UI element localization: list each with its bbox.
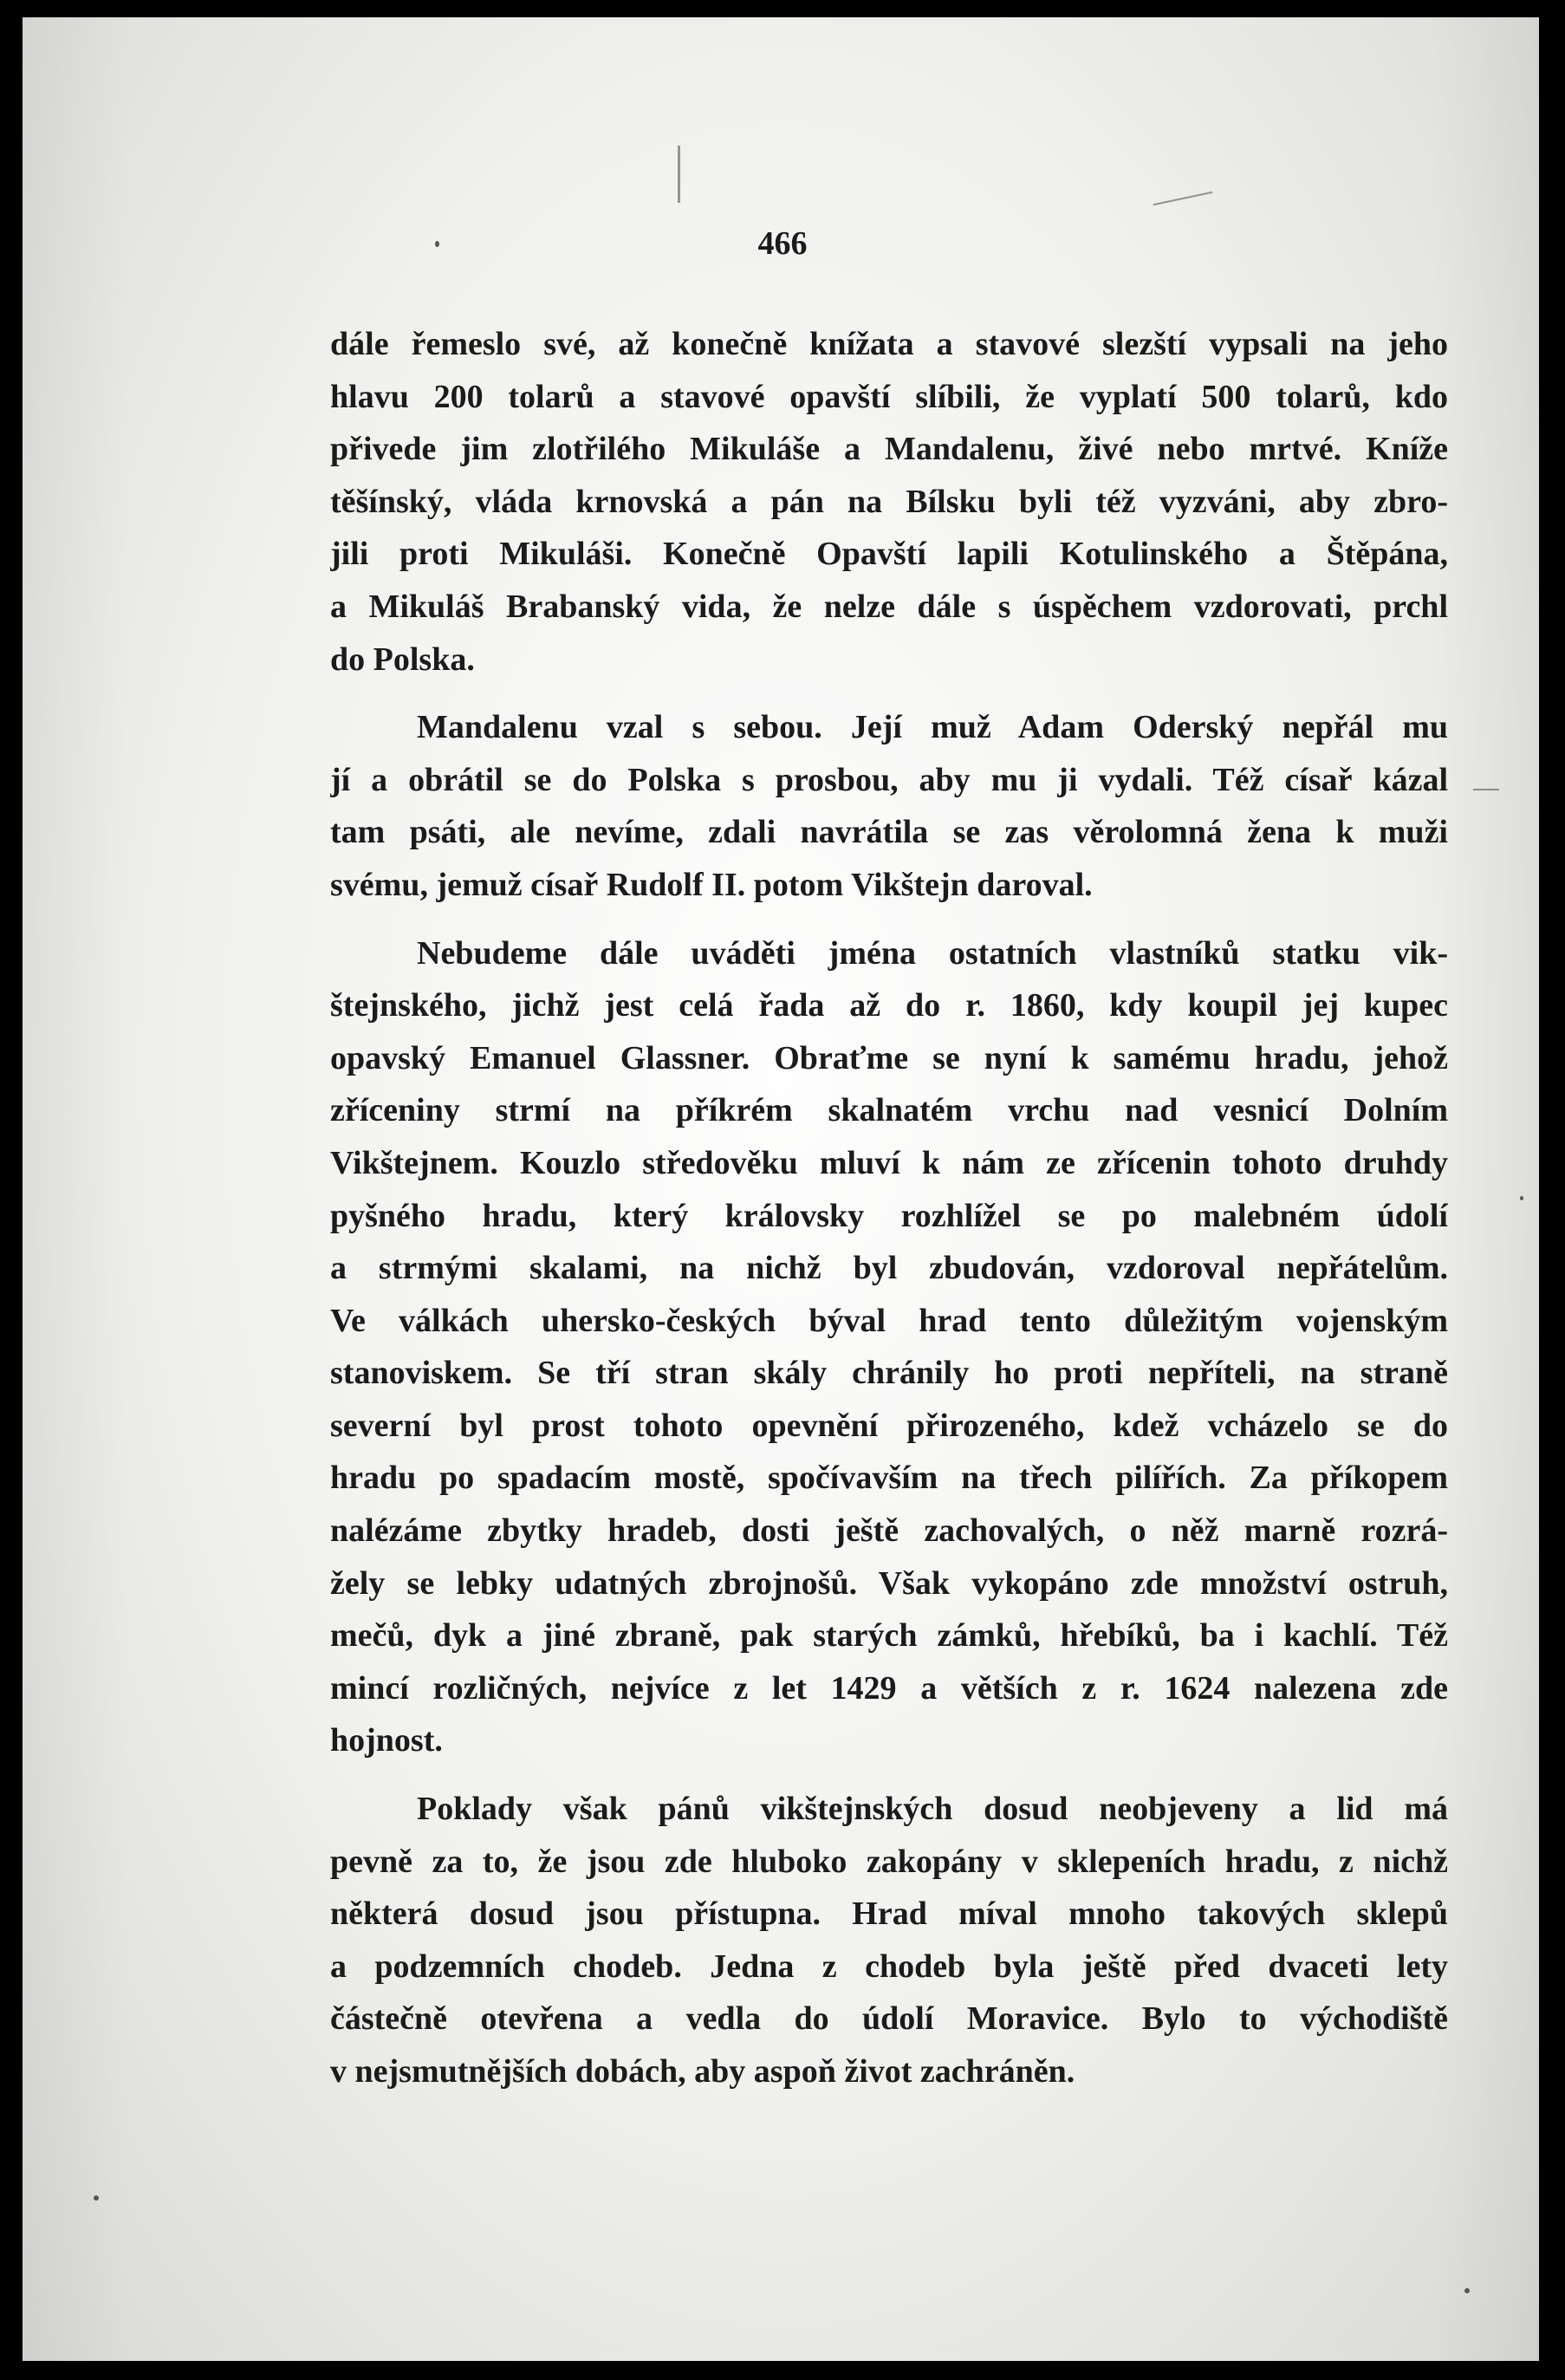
scan-speck bbox=[94, 2195, 99, 2201]
text-line: mincí rozličných, nejvíce z let 1429 a větších z r. 1624 nalezena zde bbox=[330, 1669, 1448, 1707]
text-line: žely se lebky udatných zbrojnošů. Však vykopáno zde množství ostruh, bbox=[330, 1564, 1448, 1602]
text-line: přivede jim zlotřilého Mikuláše a Mandalenu, živé nebo mrtvé. Kníže bbox=[330, 431, 1448, 468]
body-text bbox=[330, 318, 1448, 2098]
scan-speck bbox=[1464, 2288, 1470, 2293]
text-line: jí a obrátil se do Polska s prosbou, aby mu ji vydali. Též císař kázal bbox=[330, 761, 1448, 798]
text-line: pevně za to, že jsou zde hluboko zakopány v sklepeních hradu, z nichž bbox=[330, 1843, 1448, 1880]
text-line: do Polska. bbox=[330, 641, 475, 678]
text-line: jili proti Mikuláši. Konečně Opavští lapili Kotulinského a Štěpána, bbox=[330, 536, 1448, 573]
text-line: Ve válkách uhersko-českých býval hrad tento důležitým vojenským bbox=[330, 1302, 1448, 1339]
scan-scratch bbox=[1473, 789, 1499, 790]
text-line: tam psáti, ale nevíme, zdali navrátila se zas věrolomná žena k muži bbox=[330, 814, 1448, 851]
text-line: některá dosud jsou přístupna. Hrad míval mnoho takových sklepů bbox=[330, 1896, 1448, 1933]
text-line: Vikštejnem. Kouzlo středověku mluví k nám ze zřícenin tohoto druhdy bbox=[330, 1144, 1448, 1181]
paragraph-4 bbox=[330, 1783, 1448, 2098]
text-line: a strmými skalami, na nichž byl zbudován, vzdoroval nepřátelům. bbox=[330, 1250, 1448, 1287]
text-line: pyšného hradu, který královsky rozhlížel se po malebném údolí bbox=[330, 1197, 1448, 1234]
text-line: těšínský, vláda krnovská a pán na Bílsku byli též vyzváni, aby zbro- bbox=[330, 483, 1448, 520]
scan-speck bbox=[435, 241, 439, 247]
text-line: hlavu 200 tolarů a stavové opavští slíbili, že vyplatí 500 tolarů, kdo bbox=[330, 378, 1448, 415]
page-number: 466 bbox=[757, 225, 808, 262]
text-line: svému, jemuž císař Rudolf II. potom Vikštejn daroval. bbox=[330, 866, 1093, 903]
text-line: a Mikuláš Brabanský vida, že nelze dále s úspěchem vzdorovati, prchl bbox=[330, 588, 1448, 625]
text-line: částečně otevřena a vedla do údolí Moravice. Bylo to východiště bbox=[330, 2000, 1448, 2038]
text-line: dále řemeslo své, až konečně knížata a stavové slezští vypsali na jeho bbox=[330, 326, 1448, 362]
text-line: štejnského, jichž jest celá řada až do r. 1860, kdy koupil jej kupec bbox=[330, 987, 1448, 1024]
text-line: Nebudeme dále uváděti jména ostatních vlastníků statku vik- bbox=[417, 934, 1448, 972]
scan-scratch bbox=[678, 146, 680, 203]
text-line: Poklady však pánů vikštejnských dosud neobjeveny a lid má bbox=[417, 1791, 1448, 1828]
text-line: mečů, dyk a jiné zbraně, pak starých zámků, hřebíků, ba i kachlí. Též bbox=[330, 1617, 1448, 1655]
paragraph-3 bbox=[330, 927, 1448, 1768]
text-line: hojnost. bbox=[330, 1722, 443, 1759]
text-line: opavský Emanuel Glassner. Obraťme se nyní k samému hradu, jehož bbox=[330, 1039, 1448, 1076]
text-line: stanoviskem. Se tří stran skály chránily ho proti nepříteli, na straně bbox=[330, 1355, 1448, 1392]
paragraph-1 bbox=[330, 318, 1448, 686]
text-line: hradu po spadacím mostě, spočívavším na třech pilířích. Za příkopem bbox=[330, 1460, 1448, 1497]
scan-speck bbox=[1520, 1196, 1523, 1200]
text-line: v nejsmutnějších dobách, aby aspoň život zachráněn. bbox=[330, 2053, 1075, 2090]
text-line: Mandalenu vzal s sebou. Její muž Adam Oderský nepřál mu bbox=[417, 709, 1448, 746]
text-line: severní byl prost tohoto opevnění přirozeného, kdež vcházelo se do bbox=[330, 1407, 1448, 1444]
text-line: nalézáme zbytky hradeb, dosti ještě zachovalých, o něž marně rozrá- bbox=[330, 1512, 1448, 1550]
text-line: a podzemních chodeb. Jedna z chodeb byla ještě před dvaceti lety bbox=[330, 1948, 1448, 1985]
text-line: zříceniny strmí na příkrém skalnatém vrchu nad vesnicí Dolním bbox=[330, 1092, 1448, 1129]
paragraph-2 bbox=[330, 701, 1448, 911]
